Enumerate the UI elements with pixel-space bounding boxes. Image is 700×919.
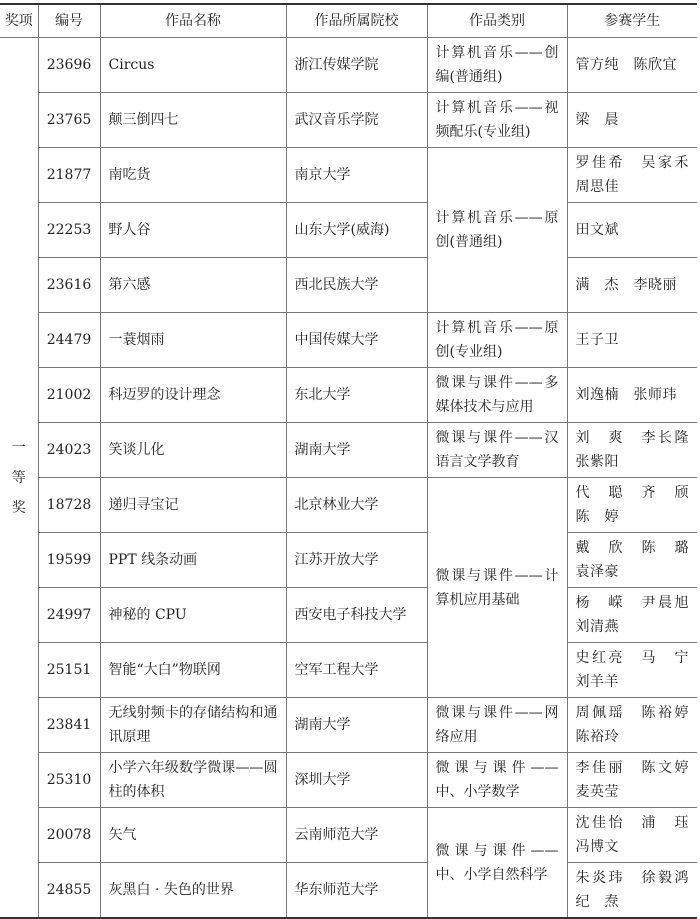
work-category: 微课与课件——中、小学数学	[427, 753, 567, 808]
table-row	[0, 698, 697, 753]
table-row	[0, 533, 697, 588]
work-name: 灰黑白 · 失色的世界	[100, 863, 286, 919]
table-row	[0, 478, 697, 533]
work-name: 智能“大白”物联网	[100, 643, 286, 698]
work-category: 计算机音乐——原创(专业组)	[427, 313, 567, 368]
work-students: 王子卫	[567, 313, 697, 368]
work-students: 史红亮 马 宁 刘羊羊	[567, 643, 697, 698]
award-cell	[0, 38, 38, 919]
work-id: 21002	[38, 368, 100, 423]
work-school: 武汉音乐学院	[286, 93, 427, 148]
work-category: 微课与课件——多媒体技术与应用	[427, 368, 567, 423]
work-id: 20078	[38, 808, 100, 863]
work-name: 递归寻宝记	[100, 478, 286, 533]
work-school: 空军工程大学	[286, 643, 427, 698]
header-row	[0, 4, 697, 38]
work-id: 23616	[38, 258, 100, 313]
header-school: 作品所属院校	[286, 4, 427, 38]
table-row	[0, 588, 697, 643]
work-students: 满 杰 李晓丽	[567, 258, 697, 313]
work-category: 计算机音乐——创编(普通组)	[427, 38, 567, 93]
work-students: 杨 嵘 尹晨旭 刘清燕	[567, 588, 697, 643]
work-school: 山东大学(威海)	[286, 203, 427, 258]
work-id: 25151	[38, 643, 100, 698]
work-name: 一蓑烟雨	[100, 313, 286, 368]
work-name: 神秘的 CPU	[100, 588, 286, 643]
work-school: 华东师范大学	[286, 863, 427, 919]
work-students: 刘逸楠 张师玮	[567, 368, 697, 423]
work-id: 22253	[38, 203, 100, 258]
work-students: 梁 晨	[567, 93, 697, 148]
work-school: 中国传媒大学	[286, 313, 427, 368]
table-row	[0, 258, 697, 313]
work-school: 湖南大学	[286, 423, 427, 478]
work-id: 18728	[38, 478, 100, 533]
work-id: 19599	[38, 533, 100, 588]
header-students: 参赛学生	[567, 4, 697, 38]
work-category: 微课与课件——计算机应用基础	[427, 478, 567, 698]
awards-table	[0, 3, 697, 919]
table-row	[0, 368, 697, 423]
work-school: 江苏开放大学	[286, 533, 427, 588]
work-id: 23765	[38, 93, 100, 148]
work-category: 微课与课件——汉语言文学教育	[427, 423, 567, 478]
table-row	[0, 643, 697, 698]
table-row	[0, 38, 697, 93]
table-row	[0, 423, 697, 478]
work-id: 21877	[38, 148, 100, 203]
work-school: 湖南大学	[286, 698, 427, 753]
work-id: 24855	[38, 863, 100, 919]
work-name: PPT 线条动画	[100, 533, 286, 588]
table-row	[0, 863, 697, 919]
work-name: 第六感	[100, 258, 286, 313]
work-name: 笑谈儿化	[100, 423, 286, 478]
header-id: 编号	[38, 4, 100, 38]
work-id: 24997	[38, 588, 100, 643]
work-category: 微课与课件——网络应用	[427, 698, 567, 753]
work-name: 颠三倒四七	[100, 93, 286, 148]
work-students: 刘 爽 李长隆 张紫阳	[567, 423, 697, 478]
work-name: 矢气	[100, 808, 286, 863]
work-id: 24023	[38, 423, 100, 478]
work-students: 田文斌	[567, 203, 697, 258]
work-school: 云南师范大学	[286, 808, 427, 863]
work-school: 西安电子科技大学	[286, 588, 427, 643]
work-name: 南吃货	[100, 148, 286, 203]
work-students: 朱炎玮 徐毅鸿 纪 焘	[567, 863, 697, 919]
work-name: 无线射频卡的存储结构和通讯原理	[100, 698, 286, 753]
table-row	[0, 203, 697, 258]
work-students: 代 聪 齐 颀 陈 婷	[567, 478, 697, 533]
work-school: 北京林业大学	[286, 478, 427, 533]
header-award: 奖项	[0, 4, 38, 38]
work-school: 东北大学	[286, 368, 427, 423]
table-row	[0, 313, 697, 368]
table-row	[0, 148, 697, 203]
work-id: 25310	[38, 753, 100, 808]
work-category: 计算机音乐——视频配乐(专业组)	[427, 93, 567, 148]
work-school: 深圳大学	[286, 753, 427, 808]
work-students: 管方纯 陈欣宜	[567, 38, 697, 93]
work-students: 周佩瑶 陈裕婷 陈裕玲	[567, 698, 697, 753]
header-category: 作品类别	[427, 4, 567, 38]
work-category: 计算机音乐——原创(普通组)	[427, 148, 567, 313]
work-students: 罗佳希 吴家禾 周思佳	[567, 148, 697, 203]
work-id: 24479	[38, 313, 100, 368]
table-body	[0, 38, 697, 919]
header-work-name: 作品名称	[100, 4, 286, 38]
work-category: 微课与课件——中、小学自然科学	[427, 808, 567, 919]
work-id: 23841	[38, 698, 100, 753]
work-school: 浙江传媒学院	[286, 38, 427, 93]
work-students: 李佳丽 陈文婷 麦英莹	[567, 753, 697, 808]
award-label: 一等奖	[11, 439, 26, 516]
work-name: 野人谷	[100, 203, 286, 258]
work-name: 小学六年级数学微课——圆柱的体积	[100, 753, 286, 808]
work-name: 科迈罗的设计理念	[100, 368, 286, 423]
table-row	[0, 93, 697, 148]
work-school: 西北民族大学	[286, 258, 427, 313]
table-row	[0, 808, 697, 863]
work-name: Circus	[100, 38, 286, 93]
work-students: 沈佳怡 浦 珏 冯博文	[567, 808, 697, 863]
work-school: 南京大学	[286, 148, 427, 203]
work-students: 戴 欣 陈 璐 袁泽豪	[567, 533, 697, 588]
table-row	[0, 753, 697, 808]
work-id: 23696	[38, 38, 100, 93]
